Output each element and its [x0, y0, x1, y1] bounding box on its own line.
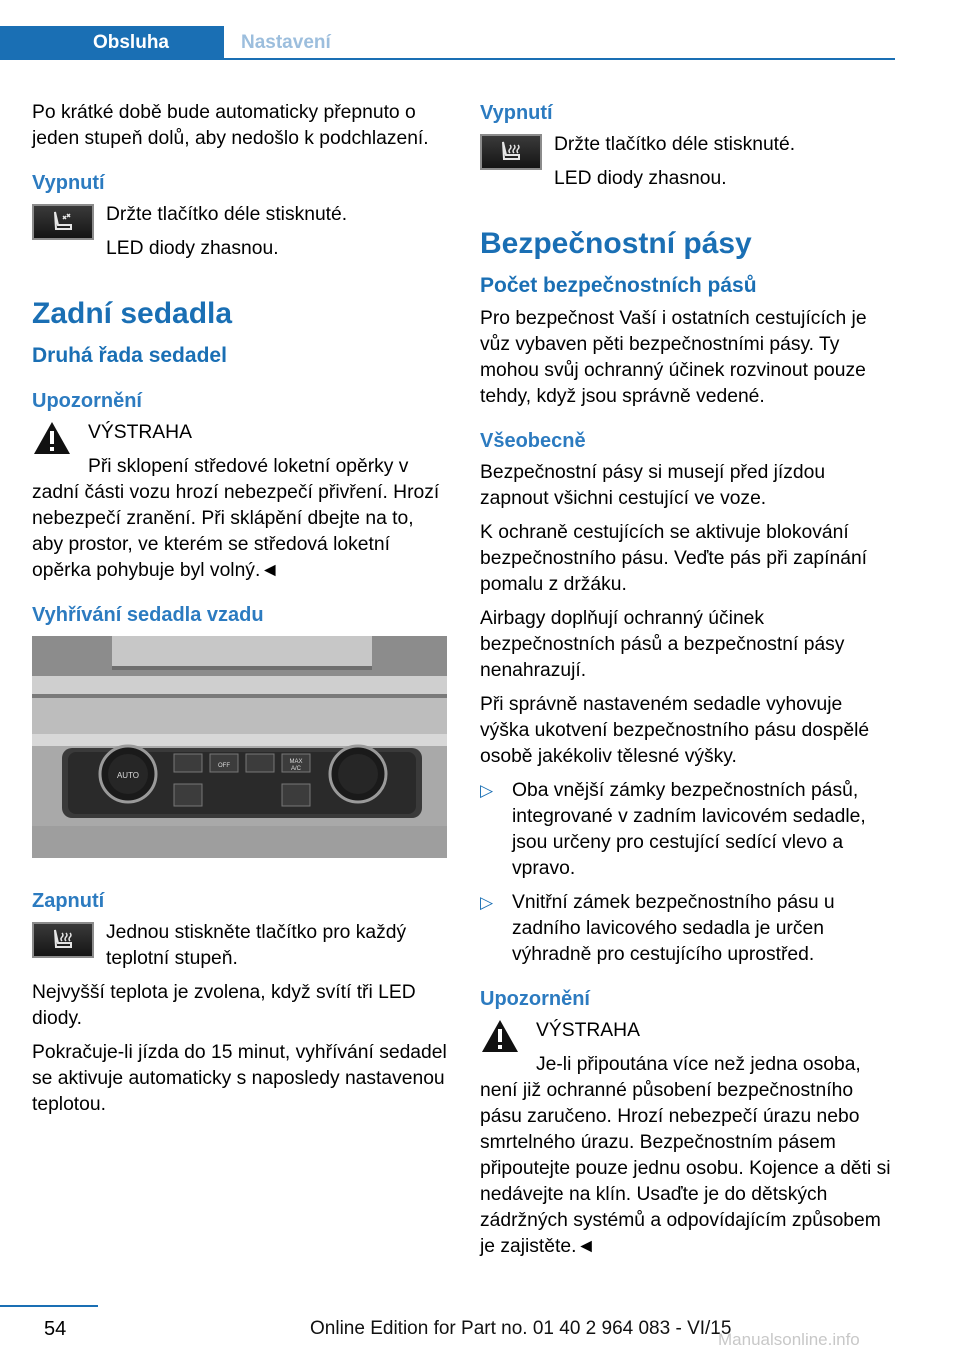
section-title-seat-belts: Bezpečnostní pásy	[480, 227, 752, 260]
right-column	[480, 100, 895, 1268]
auto-label: AUTO	[116, 771, 140, 780]
seat-ventilation-button-icon	[32, 204, 94, 240]
continue-text: Pokračuje-li jízda do 15 minut, vyhřívání sedadel se aktivuje automaticky s naposledy nastavenou teplotou.	[32, 1042, 447, 1115]
list-item	[480, 778, 895, 882]
page-number: 54	[44, 1318, 67, 1340]
section-title-rear-seats: Zadní sedadla	[32, 297, 233, 330]
intro-text: Po krátké době bude automaticky přepnuto o jeden stupeň dolů, aby nedošlo k podchlazení.	[32, 102, 429, 149]
chapter-tab-bar	[0, 26, 895, 60]
warning-block-left	[32, 420, 447, 584]
tab-nastaveni[interactable]	[224, 26, 331, 60]
warning-text-right: Je-li připoutána více než jedna osoba, není již ochranné působení bezpečnostního pásu zaručeno. Hrozí nebezpečí úrazu nebo smrtelného úrazu. Bezpečnostním pásem připoutejte pouze jednu osobu. Kojence a děti si nedávejte na klín. Usaďte je do dětských zádržných systémů a odpovídajícím způsobem je zajistěte.◄	[480, 1054, 891, 1257]
on-row	[32, 920, 447, 972]
seat-heating-button-icon	[480, 134, 542, 170]
watermark: Manualsonline.info	[718, 1330, 860, 1349]
max-temp-text: Nejvyšší teplota je zvolena, když svítí tři LED diody.	[32, 982, 416, 1029]
warning-triangle-icon	[480, 1018, 520, 1054]
general-heading: Všeobecně	[480, 430, 586, 452]
seat-heating-button-icon	[32, 922, 94, 958]
bullet-triangle-icon: ▷	[480, 893, 494, 912]
warning-label-left: VÝSTRAHA	[88, 422, 192, 443]
belt-count-text: Pro bezpečnost Vaší i ostatních cestujících je vůz vybaven pěti bezpečnostními pásy. Ty mohou svůj ochranný účinek rozvinout pouze tehdy, když jsou správně vedené.	[480, 308, 867, 407]
off-label: OFF	[218, 763, 230, 769]
general-p2: K ochraně cestujících se aktivuje blokování bezpečnostního pásu. Veďte pás při zapínání pomalu z držáku.	[480, 522, 868, 595]
footer-rule	[0, 1305, 98, 1307]
warning-heading-right: Upozornění	[480, 988, 590, 1010]
warning-text-left: Při sklopení středové loketní opěrky v zadní části vozu hrozí nebezpečí přivření. Hrozí nebezpečí zranění. Při sklápění dbejte na to, aby prostor, ve kterém se středová loketní opěrka pohybuje byl volný.◄	[32, 456, 440, 581]
bullet-text: Oba vnější zámky bezpečnostních pásů, integrované v zadním lavicovém sedadle, jsou určeny pro cestující sedící vlevo a vpravo.	[512, 780, 866, 879]
max-label: MAX	[289, 759, 303, 765]
off-row-right	[480, 132, 895, 192]
rear-climate-panel-photo	[32, 636, 447, 858]
off-heading-left: Vypnutí	[32, 172, 105, 194]
edition-text: Online Edition for Part no. 01 40 2 964 083 - VI/15	[310, 1318, 732, 1339]
ac-label: A/C	[290, 766, 302, 772]
warning-triangle-icon	[32, 420, 72, 456]
list-item	[480, 890, 895, 968]
warning-label-right: VÝSTRAHA	[536, 1020, 640, 1041]
belt-count-heading: Počet bezpečnostních pásů	[480, 274, 757, 297]
second-row-heading: Druhá řada sedadel	[32, 344, 227, 367]
general-p1: Bezpečnostní pásy si musejí před jízdou zapnout všichni cestující ve voze.	[480, 462, 826, 509]
tab-obsluha-label: Obsluha	[92, 32, 169, 53]
rear-heating-heading: Vyhřívání sedadla vzadu	[32, 604, 264, 626]
warning-block-right	[480, 1018, 895, 1260]
on-text: Jednou stiskněte tlačítko pro každý teplotní stupeň.	[106, 922, 407, 969]
tab-obsluha[interactable]	[0, 26, 224, 60]
warning-heading-left: Upozornění	[32, 390, 142, 412]
off-line2-left: LED diody zhasnou.	[106, 238, 279, 259]
bullet-text: Vnitřní zámek bezpečnostního pásu u zadního lavicového sedadla je určen výhradně pro cestujícího uprostřed.	[512, 892, 835, 965]
tab-nastaveni-label: Nastavení	[241, 32, 331, 53]
left-column	[32, 100, 447, 1126]
general-p4: Při správně nastaveném sedadle vyhovuje výška ukotvení bezpečnostního pásu dospělé osobě jakékoliv tělesné výšky.	[480, 694, 870, 767]
off-line2-right: LED diody zhasnou.	[554, 168, 727, 189]
on-heading: Zapnutí	[32, 890, 105, 912]
off-row-left	[32, 202, 447, 262]
off-line1-left: Držte tlačítko déle stisknuté.	[106, 204, 348, 225]
general-p3: Airbagy doplňují ochranný účinek bezpečnostních pásů a bezpečnostní pásy nenahrazují.	[480, 608, 845, 681]
off-heading-right: Vypnutí	[480, 102, 553, 124]
bullet-triangle-icon: ▷	[480, 781, 494, 800]
off-line1-right: Držte tlačítko déle stisknuté.	[554, 134, 796, 155]
tab-rule	[224, 58, 895, 60]
